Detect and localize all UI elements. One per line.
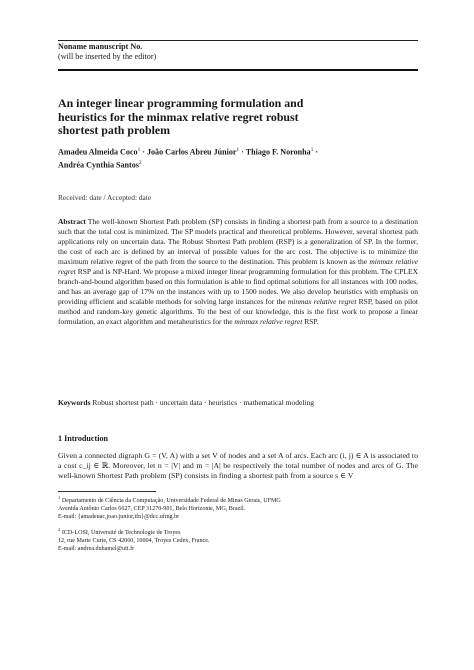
footnotes bbox=[58, 494, 418, 553]
author-name: Thiago F. Noronha bbox=[245, 147, 311, 157]
keywords bbox=[58, 398, 418, 408]
footnote-rule bbox=[58, 491, 156, 492]
abstract-text: RSP. bbox=[304, 317, 319, 327]
section-title: Introduction bbox=[64, 434, 109, 443]
keywords-text: Robust shortest path · uncertain data · heuristics · mathematical modeling bbox=[92, 398, 314, 407]
author-separator: · bbox=[313, 147, 319, 157]
affiliation-mark: 1 bbox=[236, 147, 240, 153]
footnote-line: E-mail: andrea.duhamel@utt.fr bbox=[58, 546, 135, 553]
title-line: An integer linear programming formulation and bbox=[58, 96, 304, 110]
abstract-text: RSP and is NP-Hard. We propose a mixed integer linear programming formulation for this problem. The CPLEX branch-and-bound algorithm based on this formulation is able to find optimal solutions for all instances with 100 nodes, and has an average gap of 17% on the instances with up to 1500 nodes. We also develop heuristics with emphasis on providing efficient and scalable methods for solving large instances for the bbox=[58, 267, 419, 307]
abstract-italic: minmax relative regret bbox=[234, 317, 303, 327]
section-heading bbox=[58, 434, 108, 443]
paper-title bbox=[58, 97, 418, 138]
title-rule bbox=[58, 69, 418, 71]
author-separator: · bbox=[239, 147, 246, 157]
footnote-line: E-mail: {amadeuac,joao.junior,tfn}@dcc.ufmg.br bbox=[58, 514, 180, 521]
abstract-text: The well-known Shortest Path problem (SP) consists in finding a shortest path from a source to a destination such that the total cost is minimized. The SP models practical and theoretical problems. However, several shortest path applications rely on uncertain data. The Robust Shortest Path problem (RSP) is a generalization of SP. In the former, the cost of each arc is defined by an interval of possible values for the arc cost. The objective is to minimize the maximum relative regret of the path from the source to the destination. This problem is known as the bbox=[58, 217, 418, 267]
manuscript-header bbox=[58, 40, 418, 63]
author-list bbox=[58, 145, 418, 172]
affiliation-mark: 2 bbox=[138, 160, 142, 167]
intro-paragraph: Given a connected digraph G = (V, A) with a set V of nodes and a set A of arcs. Each arc (i, j) ∈ A is associated to a cost c_ij ∈ ℝ. Moreover, let n = |V| and m = |A| be respectively the total number of nodes and arcs of G. The well-known Shortest Path problem (SP) consists in finding a shortest path from a source s ∈ V bbox=[58, 451, 418, 481]
abstract-heading: Abstract bbox=[58, 217, 86, 226]
abstract-italic: minmax relative regret bbox=[287, 297, 357, 307]
author-name: Amadeu Almeida Coco bbox=[58, 147, 138, 157]
keywords-heading: Keywords bbox=[58, 398, 91, 407]
manuscript-note: (will be inserted by the editor) bbox=[58, 52, 157, 62]
footnote-line: Avenida Antônio Carlos 6627, CEP 31270-901, Belo Horizonte, MG, Brazil. bbox=[58, 506, 246, 513]
author-separator: · bbox=[140, 147, 147, 157]
received-date: Received: date / Accepted: date bbox=[58, 193, 152, 202]
author-name: Andréa Cynthia Santos bbox=[58, 161, 139, 171]
header-rule bbox=[58, 40, 418, 41]
footnote-mark: 2 bbox=[58, 527, 61, 533]
footnote-line: 12, rue Marie Curie, CS 42060, 10004, Troyes Cedex, France. bbox=[58, 538, 210, 545]
affiliation-mark: 1 bbox=[137, 147, 141, 153]
title-line: heuristics for the minmax relative regret robust bbox=[58, 109, 299, 124]
footnote-line bbox=[58, 494, 418, 505]
abstract bbox=[58, 217, 418, 328]
footnote-text: ICD-LOSI, Université de Technologie de Troyes bbox=[61, 530, 181, 537]
footnote-mark: 1 bbox=[58, 495, 61, 500]
section-number: 1 bbox=[58, 434, 63, 443]
abstract-italic: minmax relative regret bbox=[58, 257, 419, 277]
manuscript-number: Noname manuscript No. bbox=[58, 42, 143, 51]
title-line: shortest path problem bbox=[58, 123, 171, 138]
abstract-text: RSP, based on pilot method and random-key genetic algorithms. To the best of our knowledge, this is the first work to propose a linear formulation, an exact algorithm and metaheuristics for the bbox=[58, 297, 418, 327]
footnote-line bbox=[58, 526, 418, 537]
author-name: João Carlos Abreu Júnior bbox=[146, 147, 237, 157]
footnote-text: Departamento de Ciência da Computação, Universidade Federal de Minas Gerais, UFMG bbox=[61, 498, 281, 505]
affiliation-mark: 1 bbox=[310, 147, 314, 153]
